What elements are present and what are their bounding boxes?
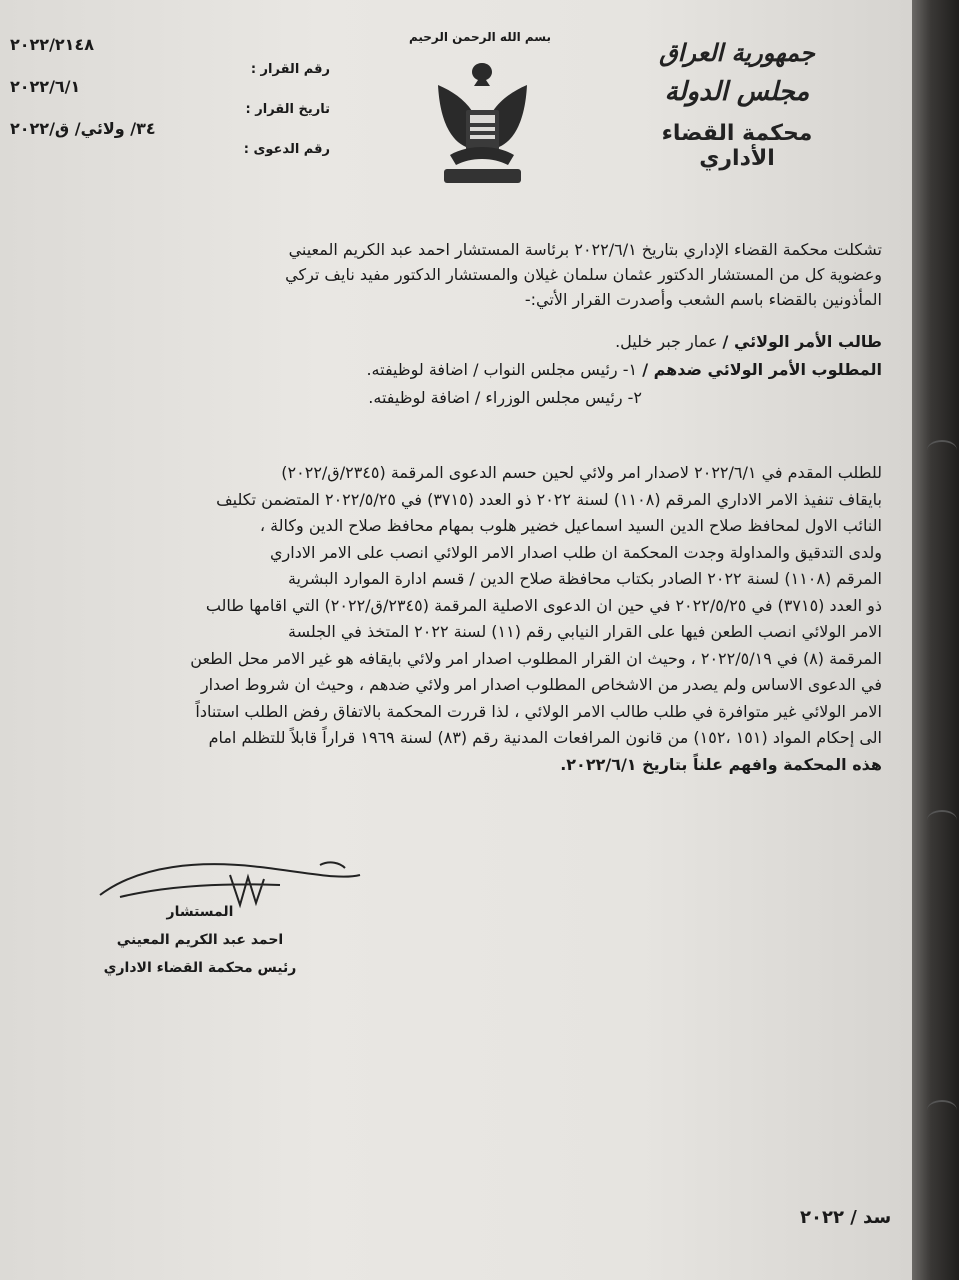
respondent-2: ٢- رئيس مجلس الوزراء / اضافة لوظيفته.	[368, 388, 642, 407]
signer-title: المستشار	[166, 904, 234, 920]
decision-meta-labels	[225, 62, 330, 182]
decision-date-value: ٢٠٢٢/٦/١	[10, 77, 81, 96]
court-title: محكمة القضاء الأداري	[661, 121, 813, 171]
respondent-line	[48, 356, 882, 384]
signer-position: رئيس محكمة القضاء الاداري	[103, 960, 297, 976]
applicant-line	[48, 328, 882, 356]
decision-line: المرقمة (٨) في ٢٠٢٢/٥/١٩ ، وحيث ان القرار المطلوب اصدار امر ولائي بايقافه هو غير الامر محل الطعن	[190, 648, 882, 668]
basmala: بسم الله الرحمن الرحيم	[408, 30, 552, 44]
applicant-label: طالب الأمر الولائي /	[722, 332, 882, 351]
parties-section	[48, 328, 882, 412]
footer-reference: سد / ٢٠٢٢	[800, 1207, 892, 1228]
binder-ring	[927, 1100, 957, 1120]
decision-line: هذه المحكمة وافهم علناً بتاريخ ٢٠٢٢/٦/١.	[560, 754, 882, 774]
signer-name: احمد عبد الكريم المعيني	[116, 932, 284, 948]
intro-line: وعضوية كل من المستشار الدكتور عثمان سلمان غيلان والمستشار الدكتور مفيد نايف تركي	[285, 265, 882, 284]
binder-ring	[927, 810, 957, 830]
decision-line: النائب الاول لمحافظ صلاح الدين السيد اسماعيل خضير هلوب بمهام محافظ صلاح الدين وكالة ،	[259, 516, 882, 535]
decision-line: في الدعوى الاساس ولم يصدر من الاشخاص المطلوب اصدار امر ولائي ضدهم ، وحيث ان شروط اصدار	[200, 675, 882, 694]
decision-line: الامر الولائي غير متوافرة في طلب طالب الامر الولائي ، لذا قررت المحكمة بالاتفاق رفض الطلب استناداً	[195, 701, 882, 721]
decision-number-value: ٢٠٢٢/٢١٤٨	[10, 35, 94, 54]
republic-title: جمهورية العراق	[659, 38, 815, 67]
decision-line: الامر الولائي انصب الطعن فيها على القرار النيابي رقم (١١) لسنة ٢٠٢٢ المتخذ في الجلسة	[288, 622, 882, 641]
decision-paragraph	[48, 460, 882, 778]
case-number-label: رقم الدعوى :	[243, 142, 330, 157]
decision-date-label: تاريخ القرار :	[245, 102, 330, 117]
decision-line: ذو العدد (٣٧١٥) في ٢٠٢٢/٥/٢٥ في حين ان الدعوى الاصلية المرقمة (٢٣٤٥/ق/٢٠٢٢) التي اقامها طالب	[205, 595, 882, 615]
decision-line: ولدى التدقيق والمداولة وجدت المحكمة ان طلب اصدار الامر الولائي انصب على الامر الاداري	[270, 542, 882, 562]
binder-edge	[912, 0, 959, 1280]
signature-block	[80, 898, 320, 982]
intro-line: تشكلت محكمة القضاء الإداري بتاريخ ٢٠٢٢/٦/١ برئاسة المستشار احمد عبد الكريم المعيني	[288, 240, 882, 259]
case-number-value: ٣٤/ ولائي/ ق/٢٠٢٢	[10, 119, 156, 138]
applicant-name: عمار جبر خليل.	[615, 332, 718, 351]
binder-ring	[927, 440, 957, 460]
eagle-emblem-icon	[430, 55, 535, 190]
intro-line: المأذونين بالقضاء باسم الشعب وأصدرت القرار الأتي:-	[524, 290, 882, 309]
decision-meta-values	[10, 35, 180, 161]
decision-line: المرقم (١١٠٨) لسنة ٢٠٢٢ الصادر بكتاب محافظة صلاح الدين / قسم ادارة الموارد البشرية	[287, 569, 882, 588]
decision-line: الى إحكام المواد (١٥١ ،١٥٢) من قانون المرافعات المدنية رقم (٨٣) لسنة ١٩٦٩ قراراً قابلاً للتظلم امام	[208, 728, 882, 747]
respondent-label: المطلوب الأمر الولائي ضدهم /	[642, 360, 882, 379]
respondent-2-line	[48, 384, 882, 412]
decision-line: للطلب المقدم في ٢٠٢٢/٦/١ لاصدار امر ولائي لحين حسم الدعوى المرقمة (٢٣٤٥/ق/٢٠٢٢)	[281, 463, 882, 482]
decision-number-label: رقم القرار :	[250, 62, 330, 77]
intro-paragraph	[48, 237, 882, 312]
respondent-1: ١- رئيس مجلس النواب / اضافة لوظيفته.	[366, 360, 638, 379]
court-header	[632, 38, 842, 171]
decision-line: بايقاف تنفيذ الامر الاداري المرقم (١١٠٨) لسنة ٢٠٢٢ ذو العدد (٣٧١٥) في ٢٠٢٢/٥/٢٥ المتضمن تكليف	[216, 489, 882, 509]
council-title: مجلس الدولة	[664, 77, 810, 107]
